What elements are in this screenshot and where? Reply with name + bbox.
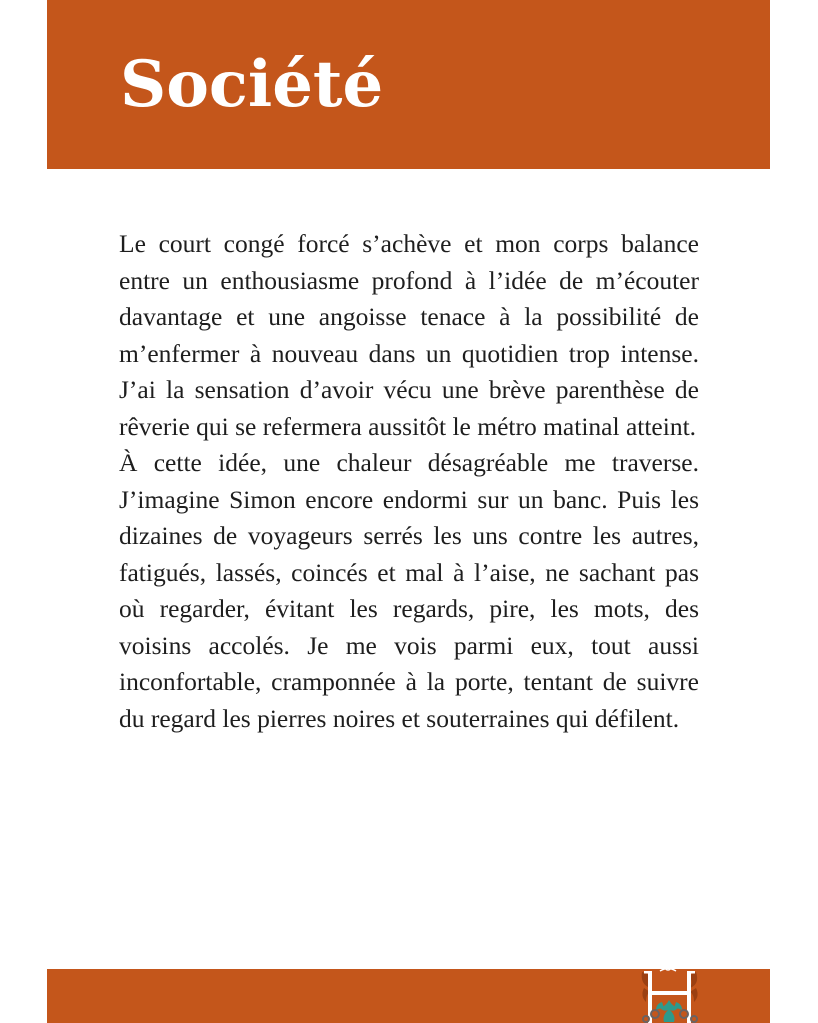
ornament-topbar-right [687, 971, 695, 974]
article-paragraph: Le court congé forcé s’achève et mon corps balance entre un enthousiasme profond à l’idée de m’écouter davantage et une angoisse tenace à la possibilité de m’enfermer à nouveau dans un quotidien trop intense. J’ai la sensation d’avoir vécu une brève parenthèse de rêverie qui se refermera aussitôt le métro matinal atteint. [119, 229, 699, 441]
decorative-ornament-icon [638, 962, 702, 1023]
ornament-scroll-right-low [690, 988, 698, 1002]
ornament-curl-left [651, 1010, 659, 1018]
ornament-curl-right-small [691, 1016, 697, 1022]
ornament-curl-right [680, 1010, 688, 1018]
article-body [119, 226, 699, 737]
ornament-topbar-left [644, 971, 652, 974]
page-title: Société [120, 47, 384, 122]
ornament-curl-left-small [643, 1016, 649, 1022]
article-paragraph: À cette idée, une chaleur désagréable me traverse. J’imagine Simon encore endormi sur un banc. Puis les dizaines de voyageurs serrés les uns contre les autres, fatigués, lassés, coincés et mal à l’aise, ne sachant pas où regarder, évitant les regards, pire, les mots, des voisins accolés. Je me vois parmi eux, tout aussi inconfortable, cramponnée à la porte, tentant de suivre du regard les pierres noires et souterraines qui défilent. [119, 448, 699, 733]
ornament-fleur [660, 1000, 678, 1022]
ornament-crossbar [648, 991, 691, 995]
